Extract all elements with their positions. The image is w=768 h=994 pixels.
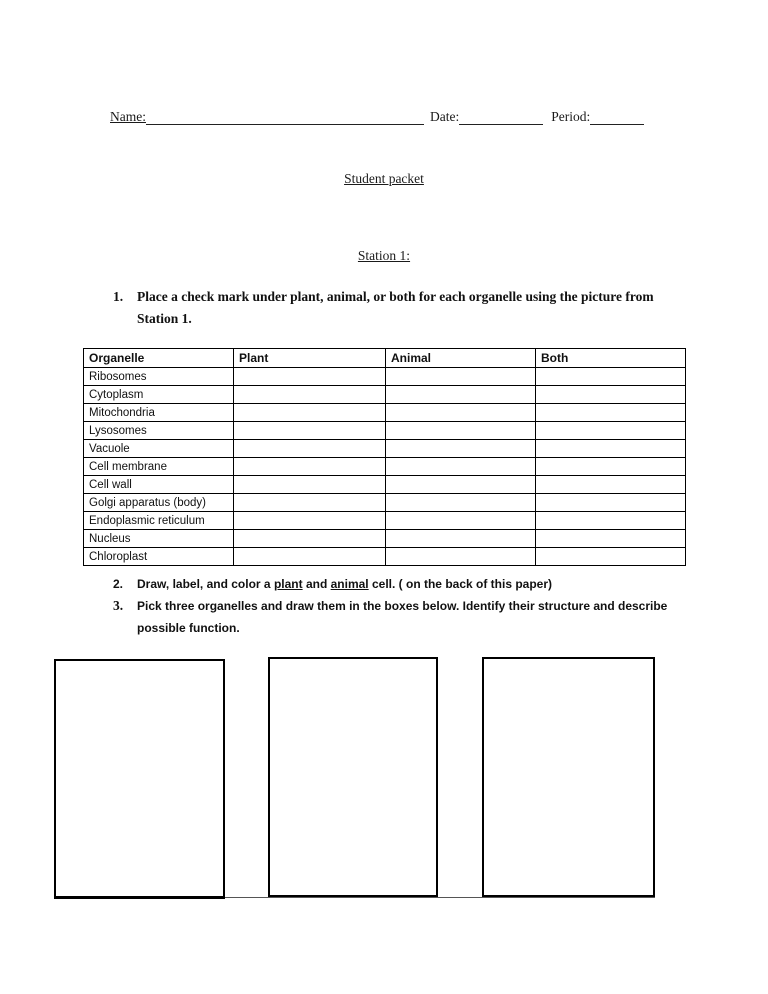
table-row (84, 458, 686, 476)
answer-cell-both (536, 512, 686, 530)
row-label-cell: Mitochondria (84, 404, 234, 422)
question-3 (113, 595, 693, 639)
row-label-cell: Endoplasmic reticulum (84, 512, 234, 530)
answer-cell-both (536, 404, 686, 422)
row-label-cell: Nucleus (84, 530, 234, 548)
row-label-cell: Cell wall (84, 476, 234, 494)
station-heading: Station 1: (357, 248, 411, 263)
answer-cell-plant (234, 548, 386, 566)
row-label-cell: Cell membrane (84, 458, 234, 476)
answer-cell-plant (234, 386, 386, 404)
header-cell-plant: Plant (234, 349, 386, 368)
answer-cell-both (536, 368, 686, 386)
answer-cell-both (536, 476, 686, 494)
name-blank (146, 109, 424, 125)
row-label-cell: Golgi apparatus (body) (84, 494, 234, 512)
header-cell-organelle: Organelle (84, 349, 234, 368)
answer-cell-plant (234, 494, 386, 512)
question-1 (113, 286, 693, 330)
answer-cell-both (536, 458, 686, 476)
answer-cell-plant (234, 458, 386, 476)
answer-cell-plant (234, 512, 386, 530)
table-row (84, 476, 686, 494)
drawing-box-3 (482, 657, 655, 897)
table-row (84, 512, 686, 530)
row-label-cell: Ribosomes (84, 368, 234, 386)
row-label-cell: Chloroplast (84, 548, 234, 566)
period-label: Period: (551, 109, 591, 124)
answer-cell-plant (234, 476, 386, 494)
question-3-number: 3. (113, 598, 124, 613)
table-row (84, 548, 686, 566)
answer-cell-plant (234, 440, 386, 458)
answer-cell-animal (386, 476, 536, 494)
answer-cell-both (536, 530, 686, 548)
question-1-number: 1. (113, 289, 124, 304)
drawing-box-2 (268, 657, 438, 897)
question-3-text: Pick three organelles and draw them in the boxes below. Identify their structure and describe possible function. (137, 599, 668, 635)
name-label: Name: (110, 109, 146, 124)
table-row (84, 440, 686, 458)
table-header-row (84, 349, 686, 368)
answer-cell-both (536, 422, 686, 440)
answer-cell-animal (386, 368, 536, 386)
table-row (84, 368, 686, 386)
question-2-text-pre: Draw, label, and color a (137, 577, 274, 591)
table-row (84, 404, 686, 422)
row-label-cell: Lysosomes (84, 422, 234, 440)
question-2-text (137, 573, 552, 595)
question-2-underlined-plant: plant (273, 577, 303, 591)
answer-cell-animal (386, 512, 536, 530)
question-2 (113, 573, 552, 595)
answer-cell-animal (386, 422, 536, 440)
question-2-number: 2. (113, 577, 124, 591)
answer-cell-animal (386, 548, 536, 566)
answer-cell-plant (234, 422, 386, 440)
answer-cell-animal (386, 440, 536, 458)
document-title: Student packet (344, 171, 424, 186)
table-row (84, 494, 686, 512)
answer-cell-animal (386, 494, 536, 512)
table-row (84, 422, 686, 440)
date-label: Date: (430, 109, 460, 124)
question-1-text: Place a check mark under plant, animal, or both for each organelle using the picture from Station 1. (137, 289, 654, 326)
answer-cell-both (536, 494, 686, 512)
question-2-text-mid: and (302, 577, 331, 591)
answer-cell-animal (386, 386, 536, 404)
answer-cell-plant (234, 530, 386, 548)
date-blank (459, 109, 543, 125)
header-line (110, 109, 644, 125)
table-row (84, 530, 686, 548)
answer-cell-animal (386, 530, 536, 548)
table-row (84, 386, 686, 404)
question-2-text-post: cell. ( on the back of this paper) (368, 577, 553, 591)
answer-cell-both (536, 386, 686, 404)
answer-cell-plant (234, 368, 386, 386)
row-label-cell: Cytoplasm (84, 386, 234, 404)
answer-cell-animal (386, 404, 536, 422)
header-cell-animal: Animal (386, 349, 536, 368)
answer-cell-both (536, 440, 686, 458)
question-2-underlined-animal: animal (330, 577, 369, 591)
answer-cell-plant (234, 404, 386, 422)
drawing-box-1 (54, 659, 225, 899)
row-label-cell: Vacuole (84, 440, 234, 458)
header-cell-both: Both (536, 349, 686, 368)
organelle-table (83, 348, 686, 566)
answer-cell-both (536, 548, 686, 566)
answer-cell-animal (386, 458, 536, 476)
period-blank (590, 109, 644, 125)
